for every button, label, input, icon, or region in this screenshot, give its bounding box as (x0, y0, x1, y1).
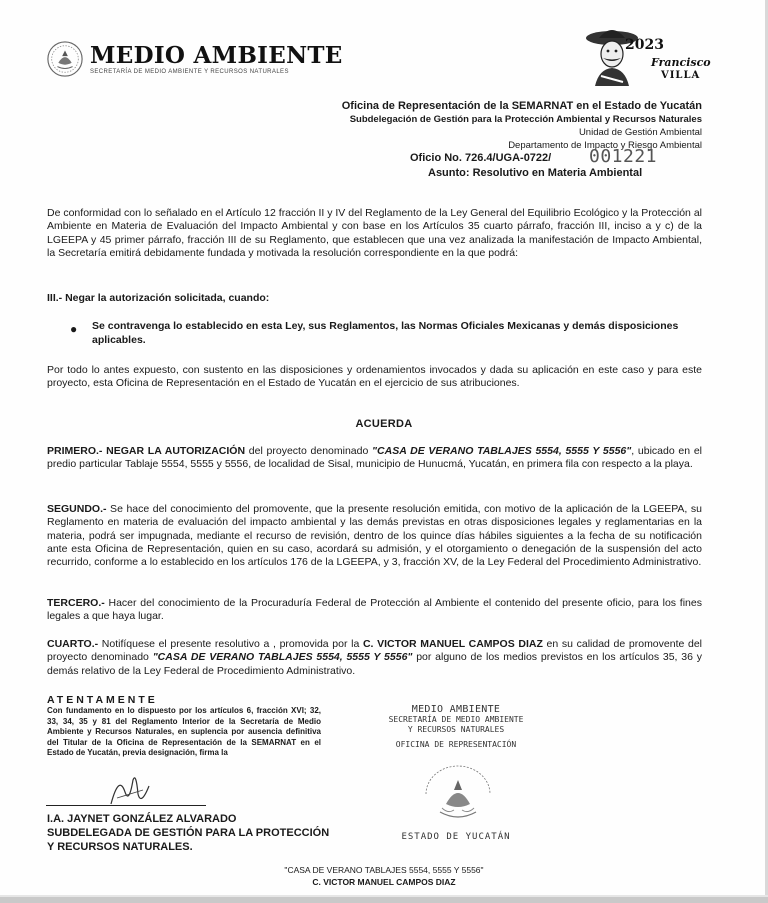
footer (0, 864, 768, 888)
semarnat-logo (46, 40, 343, 78)
bullet-icon: ● (70, 322, 78, 336)
office-line-4: Departamento de Impacto y Riesgo Ambiental (508, 140, 702, 151)
tercero-label: TERCERO.- (47, 597, 105, 609)
signer-title-2: Y RECURSOS NATURALES. (47, 841, 193, 853)
segundo-paragraph (47, 503, 702, 569)
tercero-text: Hacer del conocimiento de la Procuraduría Federal de Protección al Ambiente el contenido del presente oficio, para los fines legales a que haya lugar. (47, 597, 702, 623)
office-line-1: Oficina de Representación de la SEMARNAT en el Estado de Yucatán (341, 100, 702, 112)
footer-promovente: C. VICTOR MANUEL CAMPOS DIAZ (312, 877, 456, 887)
francisco-villa-logo (585, 24, 731, 94)
signature-line (46, 805, 206, 806)
logo-title: MEDIO AMBIENTE (90, 41, 343, 69)
stamp-line-3: Y RECURSOS NATURALES (407, 725, 505, 734)
signer-name: I.A. JAYNET GONZÁLEZ ALVARADO (47, 813, 237, 825)
official-stamp (376, 704, 536, 842)
signer-block (47, 812, 329, 854)
section-iii-heading: III.- Negar la autorización solicitada, cuando: (47, 292, 270, 304)
stamp-line-5: ESTADO DE YUCATÁN (401, 832, 511, 842)
cuarto-text-1: Notifíquese el presente resolutivo a , promovida por la (98, 638, 363, 650)
stamp-line-1: MEDIO AMBIENTE (411, 704, 501, 715)
primero-paragraph (47, 445, 702, 472)
bullet-item: Se contravenga lo establecido en esta Ley, sus Reglamentos, las Normas Oficiales Mexicanas y demás disposiciones aplicables. (92, 320, 679, 346)
folio-stamp: 001221 (589, 146, 658, 167)
national-seal-icon (418, 764, 498, 828)
project-name-2: "CASA DE VERANO TABLAJES 5554, 5555 Y 5556" (152, 651, 413, 664)
project-name: "CASA DE VERANO TABLAJES 5554, 5555 Y 5556" (372, 445, 632, 457)
primero-text-2: , ubicado en el predio particular Tablaje 5554, 5555 y 5556, de localidad de Sisal, municipio de Hunucmá, Yucatán, en primera fila con respecto a la playa. (47, 445, 702, 471)
footer-project: "CASA DE VERANO TABLAJES 5554, 5555 Y 5556" (284, 865, 484, 875)
mexican-seal-icon (46, 40, 84, 78)
cuarto-text-3: por alguno de los medios previstos en los artículos 35, 36 y demás relativo de la Ley Federal de Procedimiento Administrativo. (47, 651, 702, 677)
office-header (342, 100, 702, 152)
villa-portrait-icon (585, 24, 645, 94)
intro-paragraph: De conformidad con lo señalado en el Artículo 12 fracción II y IV del Reglamento de la Ley General del Equilibrio Ecológico y la Protección al Ambiente en Materia de Evaluación del Impacto Ambiental y con base en los Artículos 35 cuarto párrafo, fracción III, inciso a y c) de la LGEEPA y 45 primer párrafo, fracción III de su Reglamento, que establecen que una vez analizada la manifestación de Impacto Ambiental, la Secretaría emitirá debidamente fundada y motivada la resolución correspondiente en la que podrá: (47, 207, 702, 259)
primero-text-1: del proyecto denominado (245, 445, 373, 457)
office-line-3: Unidad de Gestión Ambiental (578, 127, 702, 138)
scan-edge-bottom (0, 897, 768, 903)
acuerda-heading: ACUERDA (355, 418, 413, 430)
fundamento-text: Con fundamento en lo dispuesto por los artículos 6, fracción XVI; 32, 33, 34, 35 y 81 del Reglamento Interior de la Secretaría de Medio Ambiente y Recursos Naturales, en suplencia por ausencia definitiva del Titular de la Oficina de Representación de la SEMARNAT en el Estado de Yucatán, previa designación, firma la (47, 706, 321, 758)
segundo-label: SEGUNDO.- (47, 503, 107, 515)
tercero-paragraph (47, 597, 702, 624)
villa-name-last: VILLA (661, 70, 701, 81)
segundo-text: Se hace del conocimiento del promovente, que la presente resolución emitida, con motivo de la aplicación de la LGEEPA, su Reglamento en materia de evaluación del impacto ambiental y las demás previstas en otras disposiciones legales y reglamentarias en la materia, podrá ser impugnada, mediante el recurso de revisión, dentro de los quince días hábiles siguientes a la fecha de su notificación ante esta Oficina de Representación, quien en su caso, acordará su admisión, y el otorgamiento o denegación de la suspensión del acto recurrido, conforme a lo establecido en los artículos 176 de la LGEEPA, y 3, fracción XV, de la Ley Federal del Procedimiento Administrativo. (47, 503, 702, 569)
office-line-2: Subdelegación de Gestión para la Protección Ambiental y Recursos Naturales (349, 114, 702, 125)
logo-subtitle: SECRETARÍA DE MEDIO AMBIENTE Y RECURSOS NATURALES (90, 68, 289, 75)
signer-title-1: SUBDELEGADA DE GESTIÓN PARA LA PROTECCIÓN (47, 827, 330, 839)
primero-label: PRIMERO.- NEGAR LA AUTORIZACIÓN (47, 445, 246, 457)
asunto: Asunto: Resolutivo en Materia Ambiental (428, 167, 643, 179)
atentamente: ATENTAMENTE (47, 694, 158, 706)
villa-name-first: Francisco (651, 56, 711, 69)
cuarto-text-2: en su calidad de promovente del proyecto denominado (47, 638, 703, 664)
considering-paragraph: Por todo lo antes expuesto, con sustento en las disposiciones y ordenamientos invocados y dada su aplicación en este caso y para este proyecto, esta Oficina de Representación en el Estado de Yucatán en el ejercicio de sus atribuciones. (47, 364, 702, 390)
villa-year: 2023 (625, 37, 664, 53)
stamp-line-4: OFICINA DE REPRESENTACIÓN (395, 740, 517, 749)
promovente-name: C. VICTOR MANUEL CAMPOS DIAZ (362, 638, 543, 650)
cuarto-paragraph (47, 638, 702, 678)
oficio-number: Oficio No. 726.4/UGA-0722/ (410, 152, 552, 164)
handwritten-signature (105, 770, 155, 810)
stamp-line-2: SECRETARÍA DE MEDIO AMBIENTE (388, 715, 524, 724)
cuarto-label: CUARTO.- (47, 638, 99, 650)
